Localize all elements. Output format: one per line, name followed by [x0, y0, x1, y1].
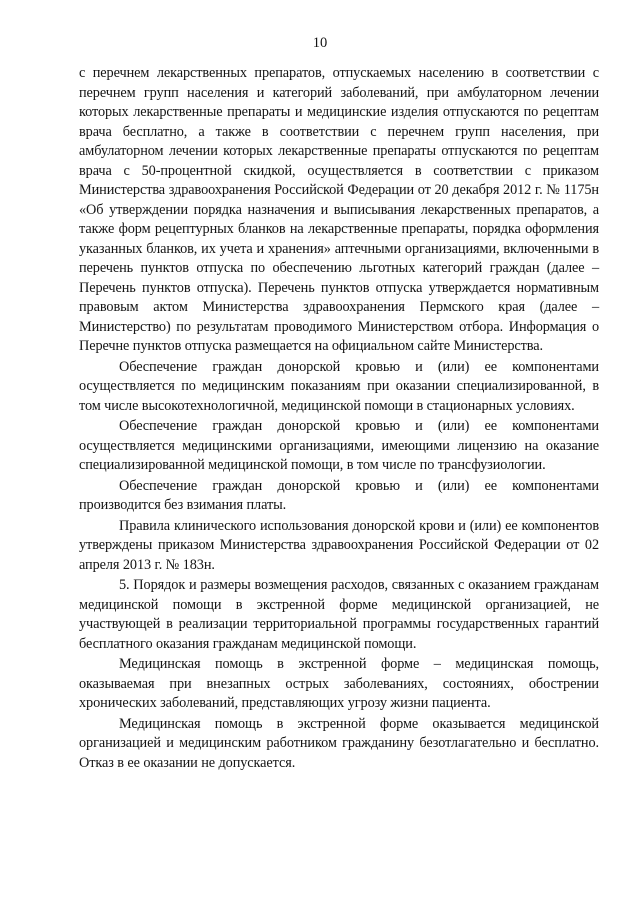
paragraph-emergency-provision: Медицинская помощь в экстренной форме оказывается медицинской организацией и медицинским работником гражданину безотлагательно и бесплатно. Отказ в ее оказании не допускается. — [79, 715, 599, 771]
document-body — [79, 64, 599, 773]
page-number: 10 — [312, 35, 328, 51]
paragraph-section-5-heading: 5. Порядок и размеры возмещения расходов, связанных с оказанием гражданам медицинской помощи в экстренной форме медицинской организацией, не участвующей в реализации территориальной программы государственных гарантий бесплатного оказания гражданам медицинской помощи. — [79, 577, 599, 652]
paragraph-blood-free-of-charge: Обеспечение граждан донорской кровью и (или) ее компонентами производится без взимания платы. — [79, 477, 599, 513]
paragraph-blood-usage-rules: Правила клинического использования донорской крови и (или) ее компонентов утверждены приказом Министерства здравоохранения Российской Федерации от 02 апреля 2013 г. № 183н. — [79, 517, 599, 573]
paragraph-blood-medical-indications: Обеспечение граждан донорской кровью и (или) ее компонентами осуществляется по медицинским показаниям при оказании специализированной, в том числе высокотехнологичной, медицинской помощи в стационарных условиях. — [79, 358, 599, 414]
paragraph-drug-provision: с перечнем лекарственных препаратов, отпускаемых населению в соответствии с перечнем групп населения и категорий заболеваний, при амбулаторном лечении которых лекарственные препараты и медицинские изделия отпускаются по рецептам врача бесплатно, а также в соответствии с перечнем групп населения, при амбулаторном лечении которых лекарственные препараты отпускаются по рецептам врача с 50-процентной скидкой, осуществляется в соответствии с приказом Министерства здравоохранения Российской Федерации от 20 декабря 2012 г. № 1175н «Об утверждении порядка назначения и выписывания лекарственных препаратов, а также форм рецептурных бланков на лекарственные препараты, порядка оформления указанных бланков, их учета и хранения» аптечными организациями, включенными в перечень пунктов отпуска по обеспечению льготных категорий граждан (далее – Перечень пунктов отпуска). Перечень пунктов отпуска утверждается нормативным правовым актом Министерства здравоохранения Пермского края (далее – Министерство) по результатам проводимого Министерством отбора. Информация о Перечне пунктов отпуска размещается на официальном сайте Министерства. — [79, 65, 599, 354]
paragraph-emergency-definition: Медицинская помощь в экстренной форме – медицинская помощь, оказываемая при внезапных острых заболеваниях, состояниях, обострении хронических заболеваний, представляющих угрозу жизни пациента. — [79, 656, 599, 711]
paragraph-blood-licensed-organizations: Обеспечение граждан донорской кровью и (или) ее компонентами осуществляется медицинскими организациями, имеющими лицензию на оказание специализированной медицинской помощи, в том числе по трансфузиологии. — [79, 418, 599, 473]
